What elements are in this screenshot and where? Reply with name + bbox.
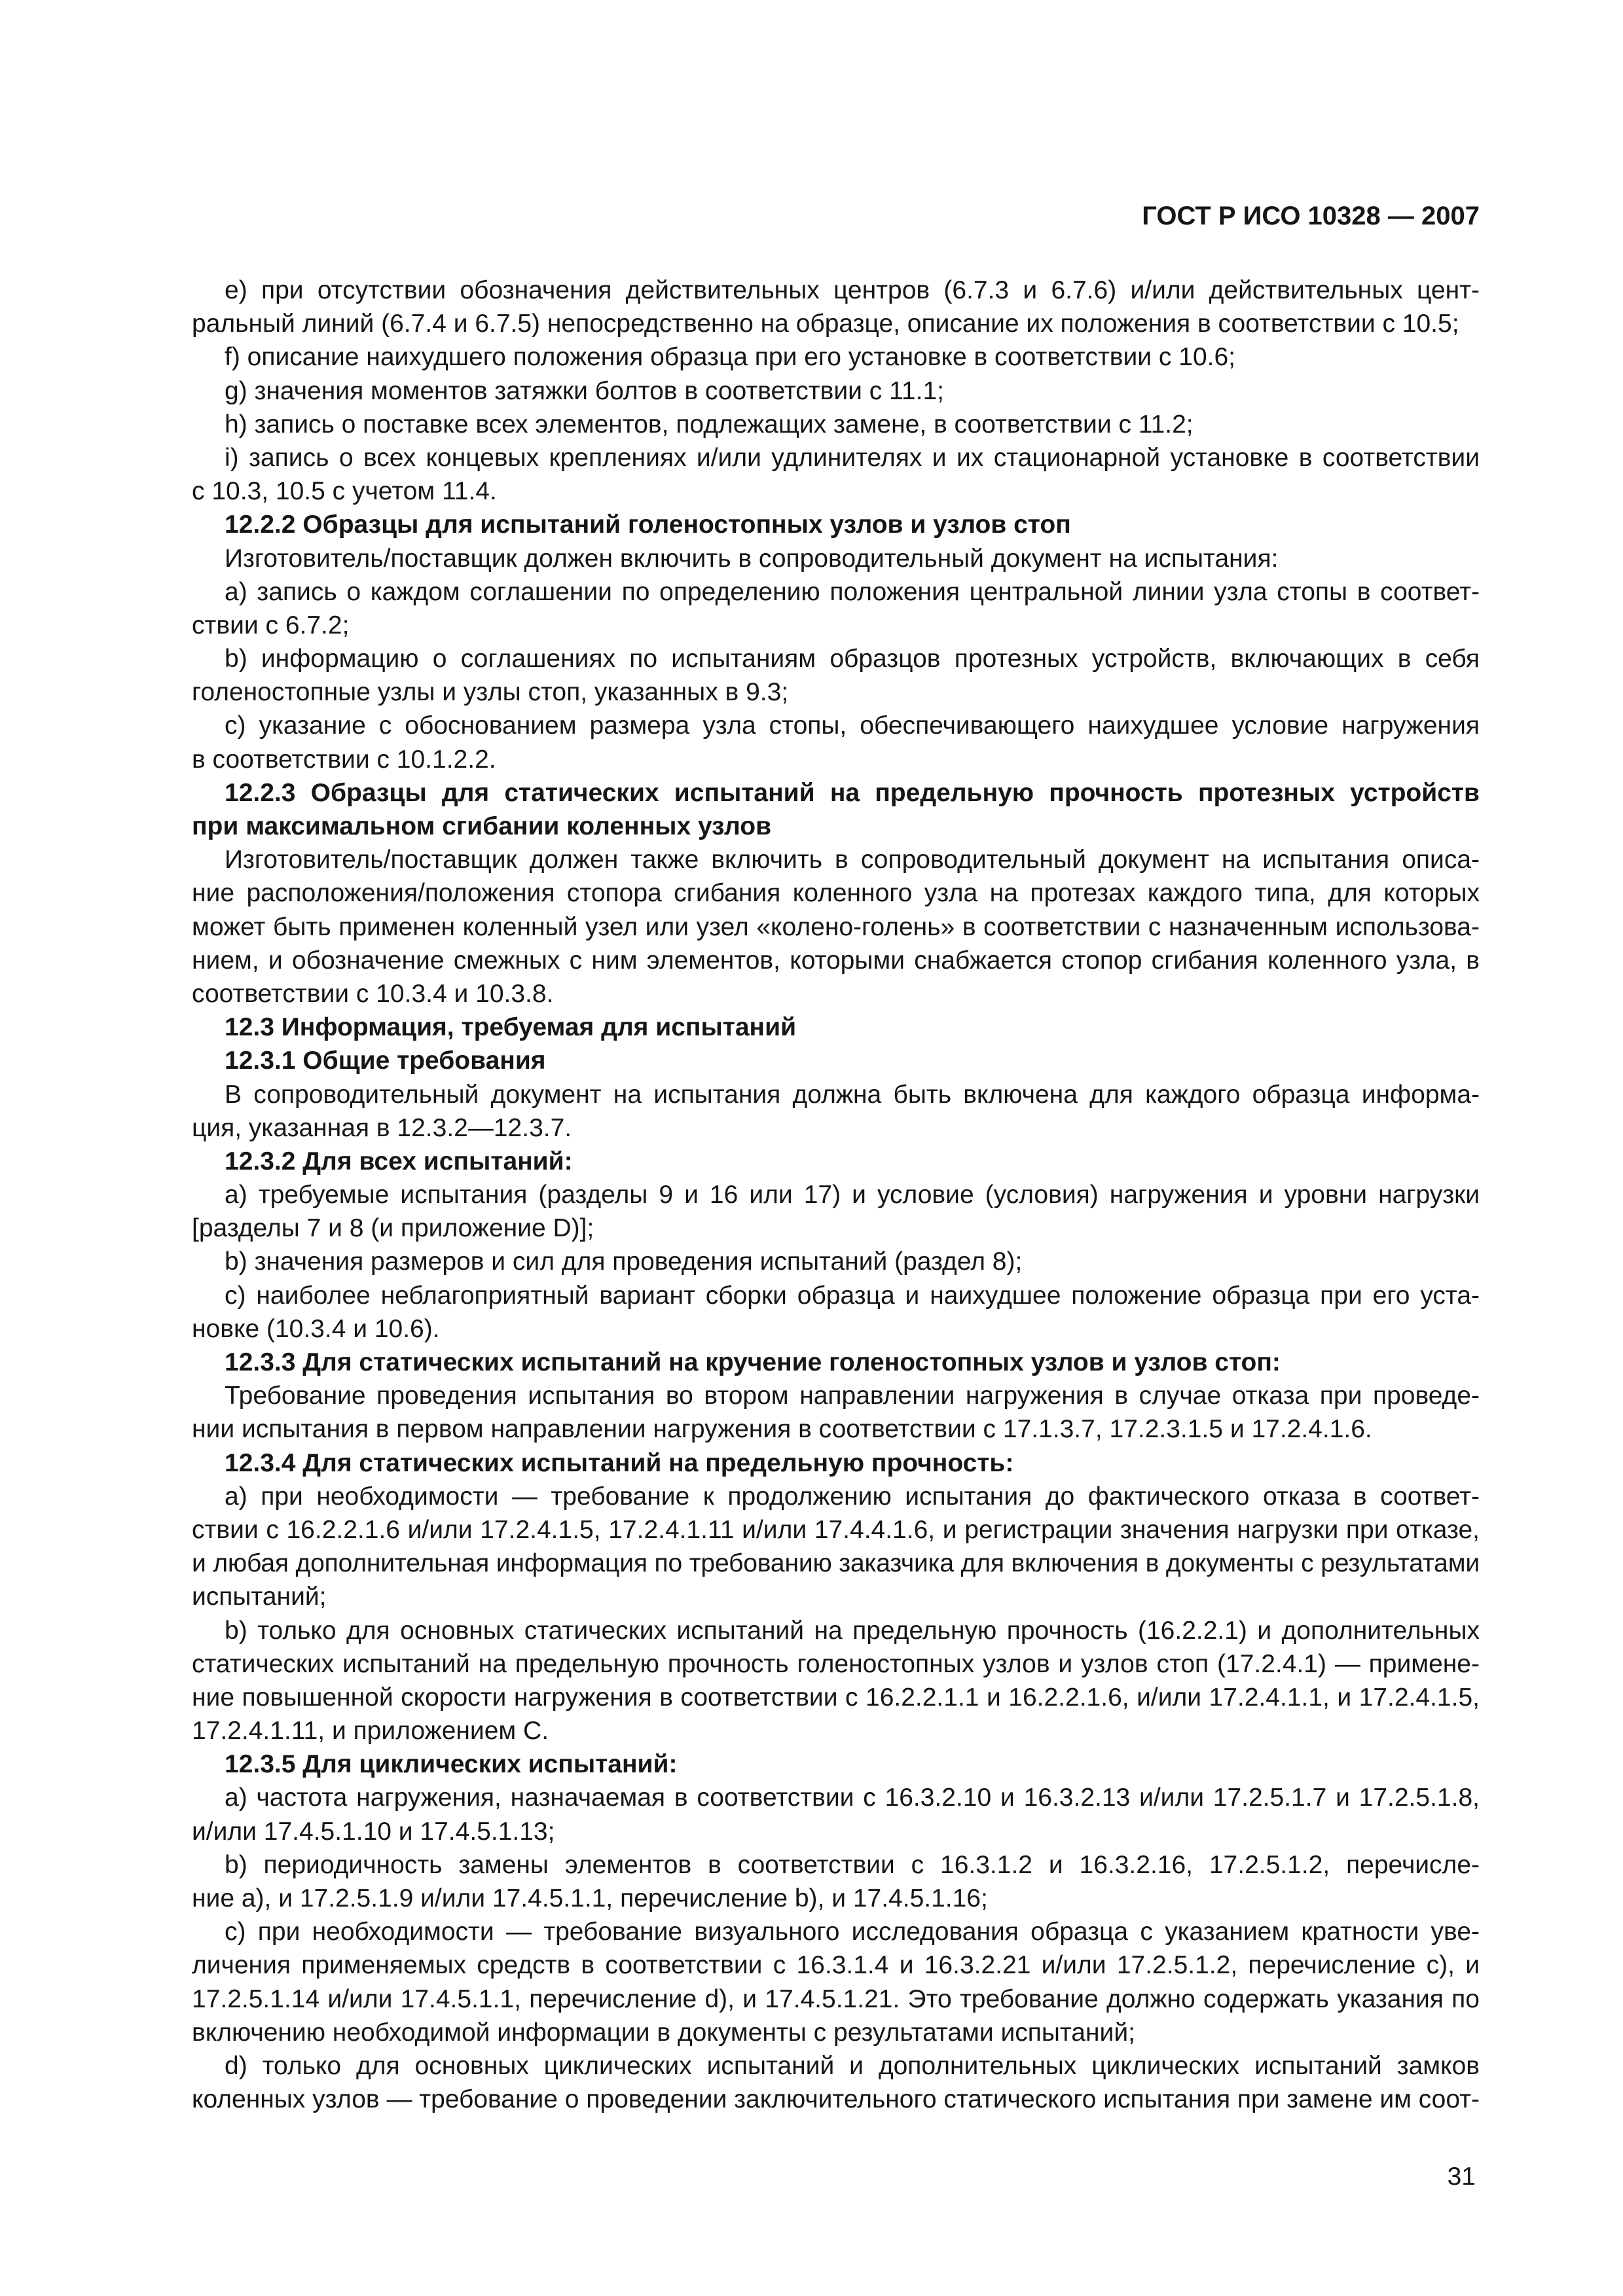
text-line: голеностопные узлы и узлы стоп, указанных в 9.3;	[192, 678, 789, 707]
text-line: ральный линий (6.7.4 и 6.7.5) непосредственно на образце, описание их положения в соответствии с 10.5;	[192, 310, 1459, 338]
text-line: Изготовитель/поставщик должен включить в сопроводительный документ на испытания:	[225, 544, 1279, 573]
heading-line: 12.3.2 Для всех испытаний:	[225, 1147, 573, 1175]
text-line: i) запись о всех концевых креплениях и/или удлинителях и их стационарной установке в соответствии	[225, 443, 1480, 472]
text-line: В сопроводительный документ на испытания должна быть включена для каждого образца информа-	[225, 1080, 1480, 1109]
section-heading-12-2-2	[192, 508, 1480, 541]
list-item-i	[192, 441, 1480, 508]
section-heading-12-3-1	[192, 1044, 1480, 1077]
text-line: b) значения размеров и сил для проведения испытаний (раздел 8);	[225, 1247, 1023, 1276]
heading-line: при максимальном сгибании коленных узлов	[192, 812, 772, 840]
text-line: b) периодичность замены элементов в соответствии с 16.3.1.2 и 16.3.2.16, 17.2.5.1.2, перечисле-	[225, 1850, 1480, 1879]
text-line: в соответствии с 10.1.2.2.	[192, 745, 496, 774]
text-line: и любая дополнительная информация по требованию заказчика для включения в документы с результатами	[192, 1549, 1480, 1578]
text-line: ствии с 6.7.2;	[192, 611, 350, 639]
section-heading-12-3-2	[192, 1145, 1480, 1178]
standard-designation: ГОСТ Р ИСО 10328 — 2007	[1142, 202, 1480, 230]
list-item-h	[192, 408, 1480, 441]
heading-line: 12.3.5 Для циклических испытаний:	[225, 1750, 678, 1779]
text-line: Требование проведения испытания во втором направлении нагружения в случае отказа при проведе-	[225, 1382, 1480, 1410]
text-line: e) при отсутствии обозначения действительных центров (6.7.3 и 6.7.6) и/или действительных цент-	[225, 276, 1480, 304]
text-line: испытаний;	[192, 1583, 327, 1611]
text-line: c) при необходимости — требование визуального исследования образца с указанием кратности уве-	[225, 1918, 1480, 1946]
list-item-d	[192, 2049, 1480, 2116]
paragraph	[192, 542, 1480, 575]
list-item-b	[192, 1245, 1480, 1278]
text-line: соответствии с 10.3.4 и 10.3.8.	[192, 979, 554, 1008]
list-item-b	[192, 1848, 1480, 1915]
list-item-a	[192, 1781, 1480, 1848]
section-heading-12-2-3	[192, 776, 1480, 843]
text-line: коленных узлов — требование о проведении заключительного статического испытания при замене им соот-	[192, 2085, 1480, 2114]
list-item-g	[192, 374, 1480, 408]
heading-line: 12.2.3 Образцы для статических испытаний на предельную прочность протезных устройств	[225, 778, 1480, 807]
list-item-a	[192, 1178, 1480, 1245]
list-item-a	[192, 575, 1480, 642]
text-line: ние расположения/положения стопора сгибания коленного узла на протезах каждого типа, для которых	[192, 879, 1480, 908]
text-line: b) только для основных статических испытаний на предельную прочность (16.2.2.1) и дополнительных	[225, 1616, 1480, 1645]
list-item-a	[192, 1480, 1480, 1614]
heading-line: 12.3 Информация, требуемая для испытаний	[225, 1013, 797, 1042]
section-heading-12-3-5	[192, 1748, 1480, 1781]
text-line: [разделы 7 и 8 (и приложение D)];	[192, 1214, 594, 1243]
text-line: 17.2.5.1.14 и/или 17.4.5.1.1, перечисление d), и 17.4.5.1.21. Это требование должно содержать указания по	[192, 1984, 1480, 2013]
text-line: 17.2.4.1.11, и приложением C.	[192, 1717, 549, 1746]
heading-line: 12.2.2 Образцы для испытаний голеностопных узлов и узлов стоп	[225, 511, 1071, 539]
heading-line: 12.3.3 Для статических испытаний на кручение голеностопных узлов и узлов стоп:	[225, 1348, 1281, 1376]
page-number: 31	[1447, 2162, 1476, 2191]
list-item-b	[192, 642, 1480, 709]
list-item-c	[192, 709, 1480, 776]
document-body	[192, 274, 1480, 2116]
text-line: a) запись о каждом соглашении по определению положения центральной линии узла стопы в соответ-	[225, 577, 1480, 606]
text-line: может быть применен коленный узел или узел «колено-голень» в соответствии с назначенным использова-	[192, 912, 1480, 941]
list-item-e	[192, 274, 1480, 340]
text-line: включению необходимой информации в документы с результатами испытаний;	[192, 2018, 1135, 2047]
heading-line: 12.3.1 Общие требования	[225, 1047, 546, 1075]
text-line: личения применяемых средств в соответствии с 16.3.1.4 и 16.3.2.21 и/или 17.2.5.1.2, перечисление c), и	[192, 1951, 1480, 1980]
text-line: b) информацию о соглашениях по испытаниям образцов протезных устройств, включающих в себя	[225, 645, 1480, 673]
text-line: ствии с 16.2.2.1.6 и/или 17.2.4.1.5, 17.2.4.1.11 и/или 17.4.4.1.6, и регистрации значения нагрузки при отказе,	[192, 1515, 1480, 1544]
text-line: ция, указанная в 12.3.2—12.3.7.	[192, 1113, 572, 1142]
text-line: d) только для основных циклических испытаний и дополнительных циклических испытаний замков	[225, 2051, 1480, 2080]
text-line: h) запись о поставке всех элементов, подлежащих замене, в соответствии с 11.2;	[225, 410, 1194, 439]
text-line: ние a), и 17.2.5.1.9 и/или 17.4.5.1.1, перечисление b), и 17.4.5.1.16;	[192, 1884, 988, 1912]
heading-line: 12.3.4 Для статических испытаний на предельную прочность:	[225, 1448, 1014, 1477]
paragraph	[192, 1379, 1480, 1446]
list-item-b	[192, 1614, 1480, 1748]
list-item-c	[192, 1279, 1480, 1346]
text-line: ние повышенной скорости нагружения в соответствии с 16.2.2.1.1 и 16.2.2.1.6, и/или 17.2.4.1.1, и 17.2.4.1.5,	[192, 1683, 1480, 1712]
text-line: статических испытаний на предельную прочность голеностопных узлов и узлов стоп (17.2.4.1) — примене-	[192, 1649, 1480, 1678]
text-line: c) указание с обоснованием размера узла стопы, обеспечивающего наихудшее условие нагружения	[225, 711, 1480, 740]
text-line: и/или 17.4.5.1.10 и 17.4.5.1.13;	[192, 1817, 555, 1846]
text-line: Изготовитель/поставщик должен также включить в сопроводительный документ на испытания описа-	[225, 846, 1480, 874]
paragraph	[192, 1078, 1480, 1145]
section-heading-12-3-4	[192, 1446, 1480, 1480]
text-line: нии испытания в первом направлении нагружения в соответствии с 17.1.3.7, 17.2.3.1.5 и 17.2.4.1.6.	[192, 1415, 1372, 1444]
text-line: новке (10.3.4 и 10.6).	[192, 1314, 440, 1343]
paragraph	[192, 843, 1480, 1011]
text-line: нием, и обозначение смежных с ним элементов, которыми снабжается стопор сгибания коленного узла, в	[192, 946, 1480, 975]
text-line: a) частота нагружения, назначаемая в соответствии с 16.3.2.10 и 16.3.2.13 и/или 17.2.5.1.7 и 17.2.5.1.8,	[225, 1784, 1480, 1812]
text-line: c) наиболее неблагоприятный вариант сборки образца и наихудшее положение образца при его уста-	[225, 1281, 1480, 1310]
section-heading-12-3-3	[192, 1346, 1480, 1379]
text-line: a) требуемые испытания (разделы 9 и 16 или 17) и условие (условия) нагружения и уровни нагрузки	[225, 1181, 1480, 1210]
section-heading-12-3	[192, 1011, 1480, 1044]
list-item-c	[192, 1915, 1480, 2049]
text-line: f) описание наихудшего положения образца при его установке в соответствии с 10.6;	[225, 343, 1236, 372]
text-line: g) значения моментов затяжки болтов в соответствии с 11.1;	[225, 376, 944, 405]
text-line: a) при необходимости — требование к продолжению испытания до фактического отказа в соответ-	[225, 1482, 1480, 1511]
text-line: с 10.3, 10.5 с учетом 11.4.	[192, 477, 497, 506]
list-item-f	[192, 340, 1480, 374]
